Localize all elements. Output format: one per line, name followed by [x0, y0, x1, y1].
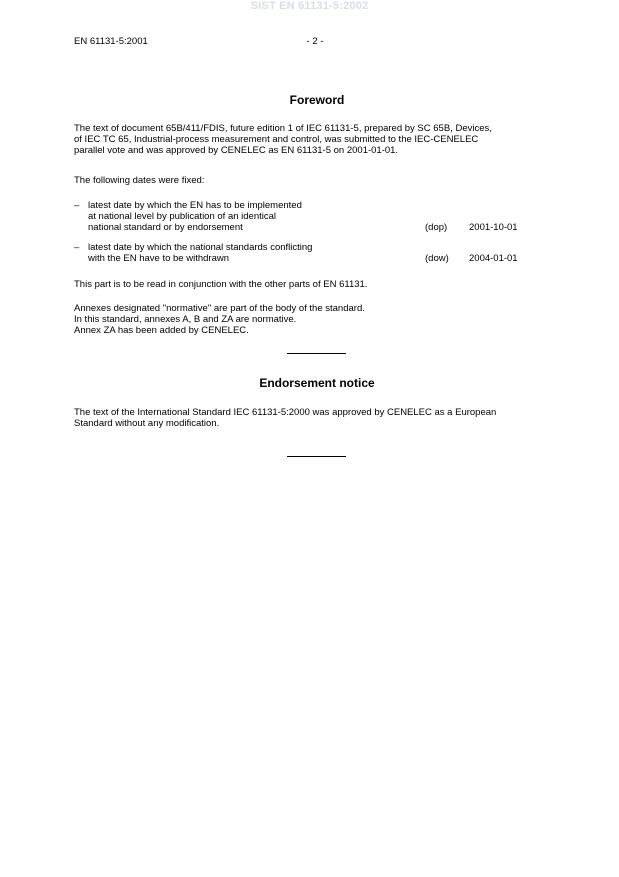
- part-conjunction-text: This part is to be read in conjunction with the other parts of EN 61131.: [74, 279, 368, 290]
- date-item-text: [88, 200, 418, 233]
- section-divider: [287, 353, 346, 354]
- date-item-line: latest date by which the national standards conflicting: [88, 242, 313, 253]
- paragraph-line: Standard without any modification.: [74, 418, 220, 429]
- paragraph-line: of IEC TC 65, Industrial-process measurement and control, was submitted to the IEC-CENELEC: [74, 134, 479, 145]
- paragraph-line: The text of the International Standard IEC 61131-5:2000 was approved by CENELEC as a European: [74, 407, 497, 418]
- endorsement-paragraph: [74, 407, 560, 429]
- dates-intro: The following dates were fixed:: [74, 175, 205, 186]
- annex-line: Annex ZA has been added by CENELEC.: [74, 325, 249, 336]
- endorsement-heading: Endorsement notice: [259, 376, 375, 390]
- document-id: EN 61131-5:2001: [74, 36, 148, 47]
- section-divider: [287, 456, 346, 457]
- date-item-line: with the EN have to be withdrawn: [88, 253, 229, 264]
- date-item-line: at national level by publication of an identical: [88, 211, 277, 222]
- date-code: (dow): [425, 253, 449, 264]
- date-item-line: latest date by which the EN has to be implemented: [88, 200, 302, 211]
- page-number: - 2 -: [306, 36, 324, 47]
- date-item-text: [88, 242, 418, 264]
- foreword-paragraph: [74, 123, 560, 156]
- annex-paragraph: [74, 303, 560, 336]
- annex-line: Annexes designated "normative" are part of the body of the standard.: [74, 303, 365, 314]
- paragraph-line: The text of document 65B/411/FDIS, future edition 1 of IEC 61131-5, prepared by SC 65B, Devices,: [74, 123, 492, 134]
- paragraph-line: parallel vote and was approved by CENELEC as EN 61131-5 on 2001-01-01.: [74, 145, 399, 156]
- annex-line: In this standard, annexes A, B and ZA are normative.: [74, 314, 297, 325]
- watermark: SIST EN 61131-5:2002: [250, 0, 369, 12]
- list-dash: –: [74, 242, 80, 253]
- date-value: 2001-10-01: [469, 222, 518, 233]
- date-code: (dop): [425, 222, 448, 233]
- foreword-heading: Foreword: [289, 93, 345, 107]
- list-dash: –: [74, 200, 80, 211]
- date-item-line: national standard or by endorsement: [88, 222, 243, 233]
- date-value: 2004-01-01: [469, 253, 518, 264]
